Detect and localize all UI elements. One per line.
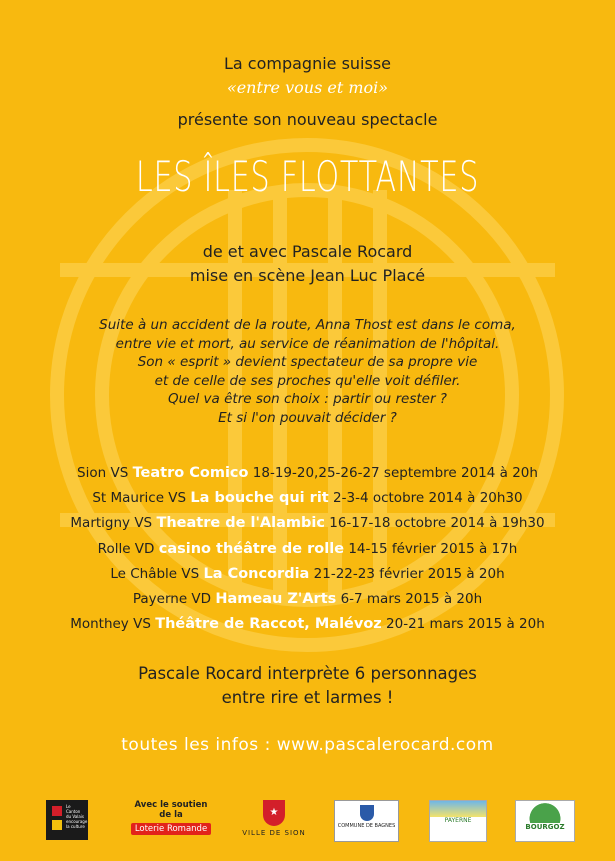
show-dates-text: 20-21 mars 2015 à 20h (386, 616, 545, 633)
valais-mark-icon (52, 820, 62, 830)
loterie-support-text: Avec le soutien de la (134, 800, 208, 820)
synopsis-line: Son « esprit » devient spectateur de sa propre vie (137, 354, 478, 370)
website-info[interactable]: toutes les infos : www.pascalerocard.com (121, 735, 494, 755)
show-place: Monthey VS (70, 616, 151, 633)
show-venue: La Concordia (203, 565, 310, 582)
show-venue: La bouche qui rit (190, 490, 329, 507)
show-venue: casino théâtre de rolle (158, 540, 345, 557)
bourgoz-tree-icon (516, 801, 574, 823)
payerne-image-icon (430, 801, 486, 817)
tagline (0, 662, 615, 710)
show-place: St Maurice VS (92, 490, 187, 507)
show-title: LES ÎLES FLOTTANTES (135, 152, 480, 201)
loterie-name: Loterie Romande (131, 823, 211, 835)
tagline-line1: Pascale Rocard interprète 6 personnages (138, 664, 477, 683)
synopsis-line: entre vie et mort, au service de réanimation de l'hôpital. (115, 335, 500, 352)
show-dates-text: 14-15 février 2015 à 17h (348, 540, 518, 557)
sion-shield-icon: ★ (263, 800, 285, 826)
bagnes-shield-icon (360, 805, 374, 821)
show-dates-text: 16-17-18 octobre 2014 à 19h30 (329, 515, 545, 532)
credit-director: mise en scène Jean Luc Placé (189, 266, 426, 285)
show-row (0, 511, 615, 536)
show-dates (0, 461, 615, 637)
show-venue: Hameau Z'Arts (215, 591, 337, 608)
bourgoz-name: BOURGOZ (525, 823, 565, 831)
show-place: Payerne VD (132, 591, 212, 608)
show-place: Sion VS (77, 465, 129, 481)
bourgoz-logo (515, 800, 575, 842)
intro-presents: présente son nouveau spectacle (177, 110, 438, 129)
show-row (0, 486, 615, 511)
show-venue: Theatre de l'Alambic (156, 515, 325, 532)
commune-de-bagnes-logo (334, 800, 399, 842)
show-row (0, 587, 615, 612)
tagline-line2: entre rire et larmes ! (221, 688, 394, 707)
valais-logo (46, 800, 88, 840)
bagnes-name: COMMUNE DE BAGNES (337, 823, 396, 829)
show-row (0, 537, 615, 562)
show-row (0, 461, 615, 486)
show-place: Rolle VD (97, 540, 155, 557)
synopsis (0, 316, 615, 427)
payerne-name: PAYERNE (444, 817, 472, 824)
valais-flag-icon (52, 806, 62, 816)
show-place: Martigny VS (70, 515, 153, 532)
synopsis-line: Et si l'on pouvait décider ? (218, 409, 397, 426)
intro-company-name: «entre vous et moi» (226, 78, 389, 97)
show-dates-text: 2-3-4 octobre 2014 à 20h30 (333, 490, 523, 507)
synopsis-line: et de celle de ses proches qu'elle voit défiler. (154, 372, 461, 389)
credit-author: de et avec Pascale Rocard (202, 242, 413, 261)
show-dates-text: 6-7 mars 2015 à 20h (340, 591, 483, 608)
payerne-logo (429, 800, 487, 842)
show-venue: Teatro Comico (132, 465, 249, 481)
show-dates-text: 18-19-20,25-26-27 septembre 2014 à 20h (252, 465, 538, 481)
synopsis-line: Suite à un accident de la route, Anna Thost est dans le coma, (99, 317, 516, 333)
ville-de-sion-logo (239, 800, 309, 840)
valais-logo-text: Le Canton du Valais encourage la culture (66, 804, 88, 829)
sponsor-logos (0, 800, 615, 845)
show-row (0, 612, 615, 637)
show-row (0, 562, 615, 587)
show-dates-text: 21-22-23 février 2015 à 20h (313, 565, 505, 582)
sion-name: VILLE DE SION (242, 829, 306, 837)
show-place: Le Châble VS (110, 565, 200, 582)
loterie-romande-logo (128, 800, 214, 840)
synopsis-line: Quel va être son choix : partir ou rester ? (168, 391, 447, 407)
intro-company: La compagnie suisse (223, 54, 392, 73)
credits (0, 240, 615, 288)
show-venue: Théâtre de Raccot, Malévoz (155, 616, 382, 633)
